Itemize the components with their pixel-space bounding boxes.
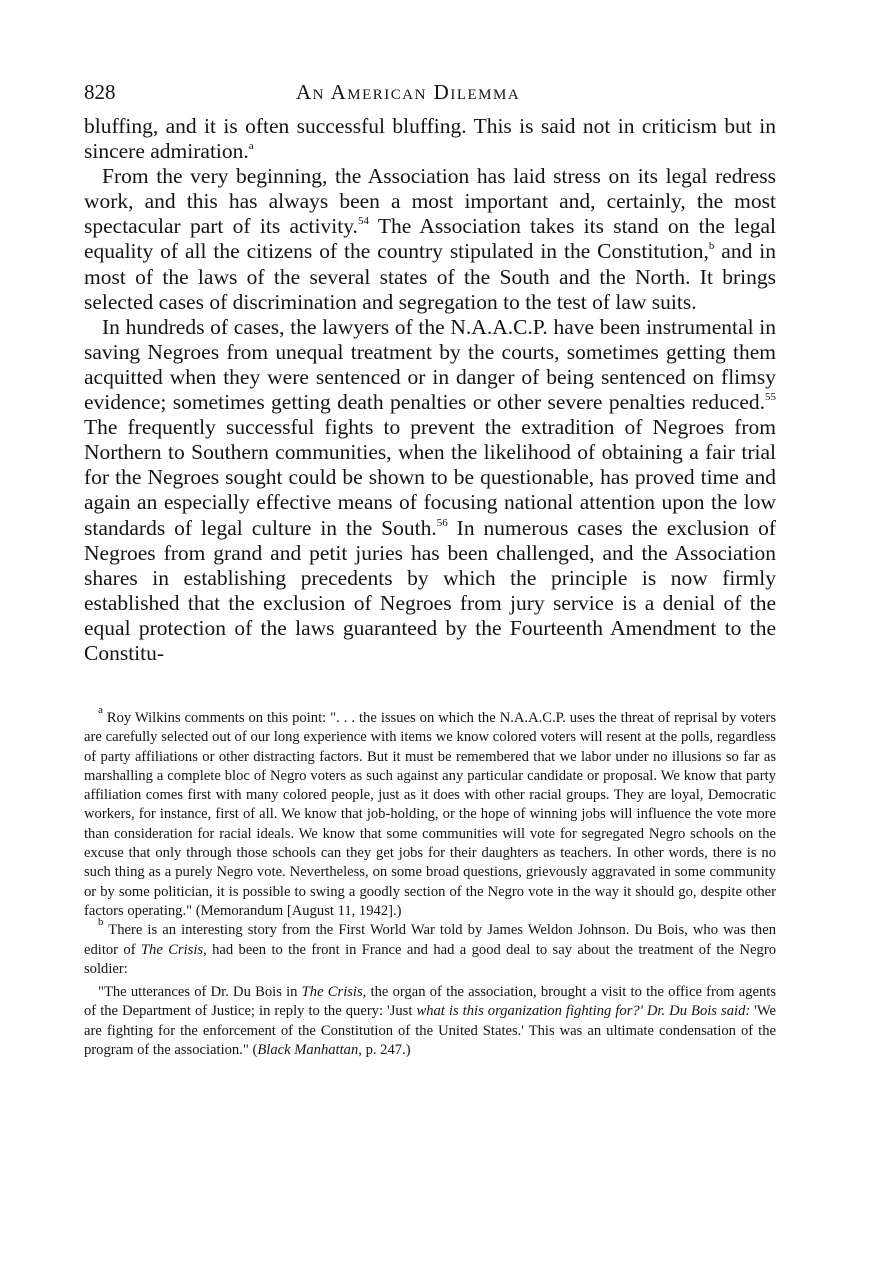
page-number: 828 [84, 80, 116, 104]
paragraph-legal-redress: From the very beginning, the Association has laid stress on its legal redress work, and this has always been a most important and, certainly, the most spectacular part of its activity.$^{54}$ The Association takes its stand on the legal equality of all the citizens of the country stipulated in the Constitution,$^b$ and in most of the laws of the several states of the South and the North. It brings selected cases of discrimination and segregation to the test of law suits. [84, 164, 776, 314]
endnote-ref-56: 56 [436, 516, 448, 529]
main-text [84, 114, 776, 666]
paragraph-continuation: bluffing, and it is often successful bluffing. This is said not in criticism but in sincere admiration.$^a$ [84, 114, 776, 164]
paragraph-court-cases: In hundreds of cases, the lawyers of the N.A.A.C.P. have been instrumental in saving Negroes from unequal treatment by the courts, sometimes getting them acquitted when they were sentenced or in danger of being sentenced on flimsy evidence; sometimes getting death penalties or other severe penalties reduced.$^{55}$ The frequently successful fights to prevent the extradition of Negroes from Northern to Southern communities, when the likelihood of obtaining a fair trial for the Negroes sought could be shown to be questionable, has proved time and again an especially effective means of focusing national attention upon the low standards of legal culture in the South.$^{56}$ In numerous cases the exclusion of Negroes from grand and petit juries has been challenged, and the Association shares in establishing precedents by which the principle is now firmly established that the exclusion of Negroes from jury service is a denial of the equal protection of the laws guaranteed by the Fourteenth Amendment to the Constitu- [84, 314, 776, 665]
running-head: An American Dilemma [296, 80, 521, 104]
footnote-marker-a: a [248, 140, 254, 153]
page-header [84, 80, 774, 110]
footnote-marker-b: b [708, 240, 715, 253]
footnotes [84, 704, 777, 1060]
endnote-ref-54: 54 [357, 215, 369, 228]
footnote-b: $^b$ There is an interesting story from the First World War told by James Weldon Johnson. Du Bois, who was then editor of The Crisis, had been to the front in France and had a good deal to say about the treatment of the Negro soldier: [84, 916, 776, 977]
footnote-a: $^a$ Roy Wilkins comments on this point: ". . . the issues on which the N.A.A.C.P. uses the threat of reprisal by voters are carefully selected out of our long experience with items we know colored voters will resent at the polls, regardless of party affiliations or other distracting factors. But it must be remembered that we labor under no illusions so far as marshalling a complete bloc of Negro voters as such against any particular candidate or proposal. We know that party affiliation comes first with many colored people, just as it does with other racial groups. They are loyal, Democratic workers, for instance, first of all. We know that job-holding, or the hope of winning jobs will influence the vote more than consideration for racial ideals. We know that some communities will vote for segregated Negro schools on the excuse that only through those schools can they get jobs for their daughters as teachers. In other words, there is no such thing as a purely Negro vote. Nevertheless, on some broad questions, grievously aggravated in some community or by some politician, it is possible to swing a goodly section of the Negro vote in the way it should go, despite other factors operating." (Memorandum [August 11, 1942].) [84, 704, 776, 919]
endnote-ref-55: 55 [765, 391, 776, 404]
footnote-b-quotation: "The utterances of Dr. Du Bois in The Crisis, the organ of the association, brought a visit to the office from agents of the Department of Justice; in reply to the query: 'Just what is this organization fighting for?' Dr. Du Bois said: 'We are fighting for the enforcement of the Constitution of the United States.' This was an ultimate condensation of the program of the association." (Black Manhattan, p. 247.) [84, 984, 777, 1059]
